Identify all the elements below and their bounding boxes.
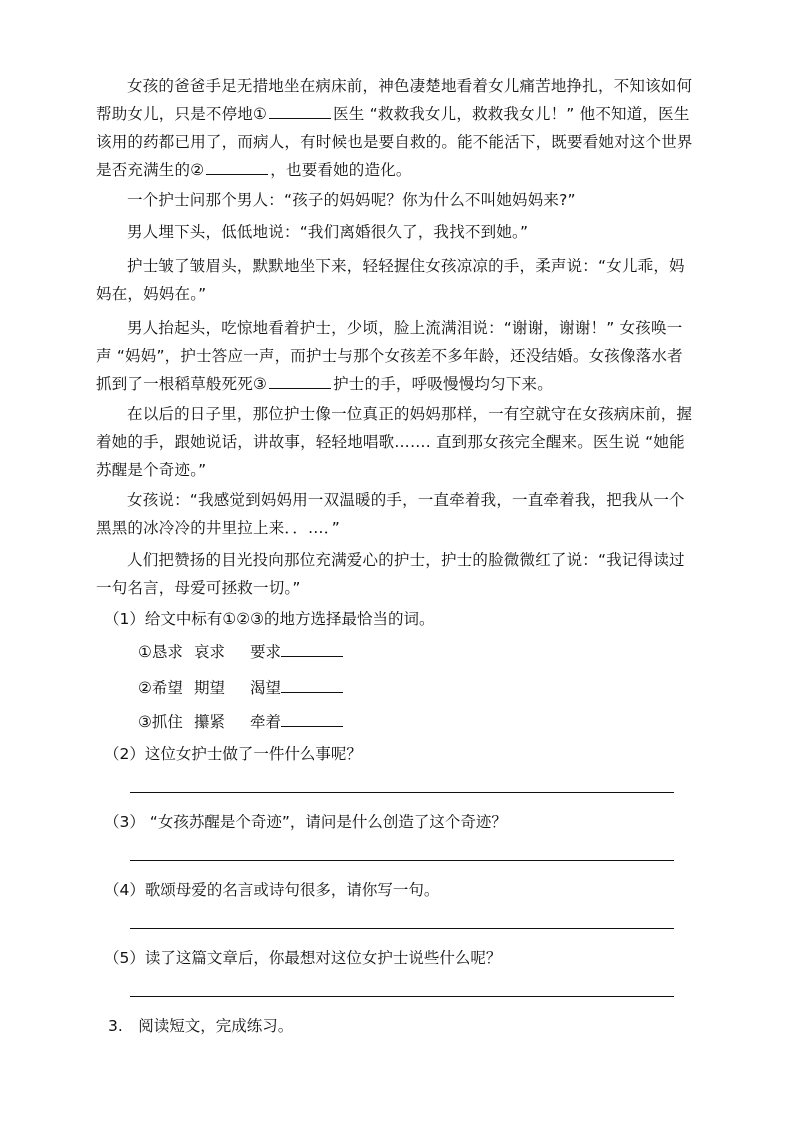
question-4: （4）歌颂母爱的名言或诗句很多，请你写一句。 bbox=[104, 881, 440, 899]
answer-blank-2[interactable] bbox=[281, 676, 343, 693]
answer-blank-1[interactable] bbox=[281, 640, 343, 657]
answer-blank-3[interactable] bbox=[281, 710, 343, 727]
answer-line-3[interactable] bbox=[130, 860, 674, 861]
blank-3[interactable] bbox=[269, 372, 331, 389]
question-5: （5）读了这篇文章后，你最想对这位女护士说些什么呢？ bbox=[104, 949, 502, 967]
passage-paragraph-3: 男人埋下头，低低地说：“我们离婚很久了，我找不到她。” bbox=[127, 223, 529, 241]
option-word: 渴望 bbox=[250, 679, 282, 697]
option-word: 哀求 bbox=[194, 643, 226, 661]
option-row-1 bbox=[138, 640, 343, 664]
passage-paragraph-5 bbox=[96, 314, 696, 398]
question-2: （2）这位女护士做了一件什么事呢？ bbox=[104, 745, 362, 763]
question-3: （3） “女孩苏醒是个奇迹”，请问是什么创造了这个奇迹？ bbox=[104, 813, 507, 831]
option-word: 期望 bbox=[194, 679, 226, 697]
answer-line-4[interactable] bbox=[130, 928, 674, 929]
paragraph-text: 护士的手，呼吸慢慢均匀下来。 bbox=[333, 375, 553, 393]
passage-paragraph-1 bbox=[96, 72, 696, 184]
paragraph-text: 男人抬起头，吃惊地看着护士，少顷，脸上流满泪说：“谢谢，谢谢！” 女孩唤一声 “妈妈”，护士答应一声，而护士与那个女孩差不多年龄，还没结婚。女孩像落水者抓到了一根稻草般死死③ bbox=[96, 319, 683, 393]
option-word: ③抓住 bbox=[138, 713, 183, 731]
answer-line-2[interactable] bbox=[130, 792, 674, 793]
blank-1[interactable] bbox=[269, 102, 331, 119]
paragraph-text: ，也要看她的造化。 bbox=[270, 161, 412, 179]
option-word: ①恳求 bbox=[138, 643, 183, 661]
section-heading: 3. 阅读短文，完成练习。 bbox=[108, 1017, 294, 1035]
option-word: 攥紧 bbox=[194, 713, 226, 731]
passage-paragraph-8: 人们把赞扬的目光投向那位充满爱心的护士，护士的脸微微红了说：“我记得读过一句名言，母爱可拯救一切。” bbox=[96, 551, 685, 597]
blank-2[interactable] bbox=[206, 158, 268, 175]
option-row-3 bbox=[138, 710, 343, 734]
option-word: 牵着 bbox=[250, 713, 282, 731]
option-row-2 bbox=[138, 676, 343, 700]
answer-line-5[interactable] bbox=[130, 996, 674, 997]
option-word: 要求 bbox=[250, 643, 282, 661]
option-word: ②希望 bbox=[138, 679, 183, 697]
paragraph-text: 医生 “救救我女儿，救救我女儿！” 他不知道，医生该用的药都已用了，而病人，有时候也是要自救的。能不能活下，既要看她对这个世界是否充满生的② bbox=[96, 105, 693, 179]
passage-paragraph-4: 护士皱了皱眉头，默默地坐下来，轻轻握住女孩凉凉的手，柔声说：“女儿乖，妈妈在，妈妈在。” bbox=[96, 257, 685, 303]
passage-paragraph-6: 在以后的日子里，那位护士像一位真正的妈妈那样，一有空就守在女孩病床前，握着她的手，跟她说话，讲故事，轻轻地唱歌……. 直到那女孩完全醒来。医生说 “她能苏醒是个奇迹。” bbox=[96, 405, 693, 479]
passage-paragraph-7: 女孩说：“我感觉到妈妈用一双温暖的手，一直牵着我，一直牵着我，把我从一个黑黑的冰冷冷的井里拉上来．．…．” bbox=[96, 491, 685, 537]
paragraph-text: 女孩的爸爸手足无措地坐在病床前，神色凄楚地看着女儿痛苦地挣扎，不知该如何帮助女儿，只是不停地① bbox=[96, 77, 693, 123]
passage-paragraph-2: 一个护士问那个男人：“孩子的妈妈呢？你为什么不叫她妈妈来?” bbox=[127, 191, 576, 209]
question-1: （1）给文中标有①②③的地方选择最恰当的词。 bbox=[104, 610, 435, 628]
